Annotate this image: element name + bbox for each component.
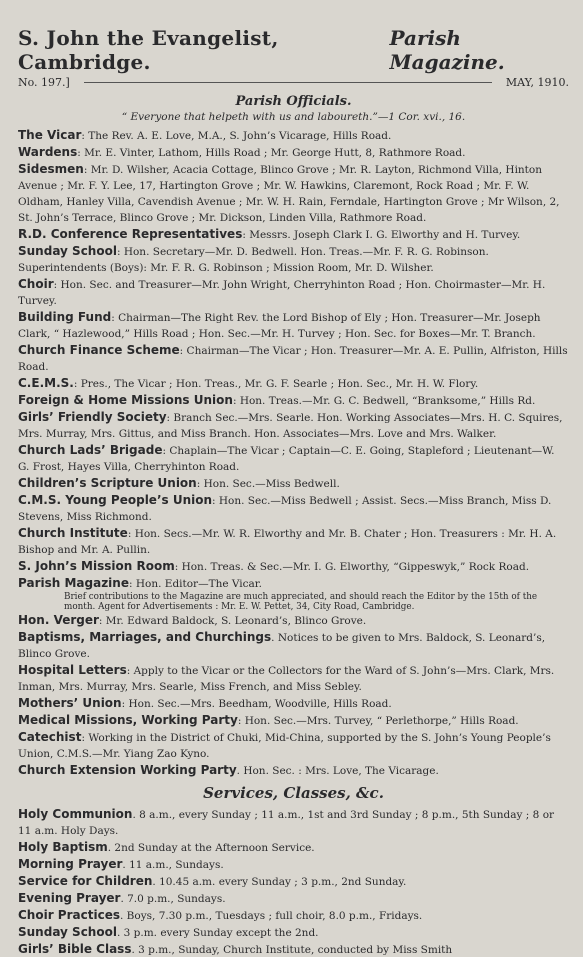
entry-text: : Mr. D. Wilsher, Acacia Cottage, Blinco Grove ; Mr. R. Layton, Richmond Villa, Hinton Avenue ; Mr. F. Y. Lee, 17, Hartington Grove ; Mr. W. Hawkins, Claremont, Rock Road ; Mr. F. W. Oldham, Hanley Villa, Cavendish Avenue ; Mr. W. H. Rain, Ferndale, Hartington Grove ; Mr Wilson, 2, St. John’s Terrace, Blinco Grove ; Mr. Dickson, Linden Villa, Rathmore Road. xyxy=(18,164,560,224)
services-entry xyxy=(18,941,569,957)
magazine-title: Parish Magazine. xyxy=(389,26,505,74)
entry-label: C.E.M.S. xyxy=(18,376,74,390)
entry-text: . 10.45 a.m. every Sunday ; 3 p.m., 2nd Sunday. xyxy=(152,876,407,888)
entry-label: Holy Baptism xyxy=(18,840,108,854)
officials-entry xyxy=(18,442,569,474)
officials-entry xyxy=(18,226,569,242)
officials-entry xyxy=(18,127,569,143)
motto: “ Everyone that helpeth with us and laboureth.”—1 Cor. xvi., 16. xyxy=(121,111,466,123)
entry-label: Hon. Verger xyxy=(18,613,99,627)
parish-title: S. John the Evangelist, Cambridge. xyxy=(18,26,279,74)
officials-list xyxy=(18,127,569,778)
entry-text: : Messrs. Joseph Clark I. G. Elworthy and H. Turvey. xyxy=(242,229,521,241)
officials-heading: Parish Officials. xyxy=(235,94,352,109)
officials-entry xyxy=(18,309,569,341)
entry-text: . 11 a.m., Sundays. xyxy=(122,859,224,871)
entry-text: : Hon. Sec. and Treasurer—Mr. John Wright, Cherryhinton Road ; Hon. Choirmaster—Mr. H. Turvey. xyxy=(18,279,546,307)
entry-label: Mothers’ Union xyxy=(18,696,122,710)
entry-label: Evening Prayer xyxy=(18,891,121,905)
officials-entry xyxy=(18,662,569,694)
entry-text: : Hon. Treas.—Mr. G. C. Bedwell, “Branksome,” Hills Rd. xyxy=(232,395,536,407)
entry-label: Foreign & Home Missions Union xyxy=(18,393,233,407)
entry-text: : Hon. Sec.—Miss Bedwell. xyxy=(196,478,340,490)
entry-label: Church Lads’ Brigade xyxy=(18,443,163,457)
entry-label: C.M.S. Young People’s Union xyxy=(18,493,213,507)
entry-text: . 7.0 p.m., Sundays. xyxy=(120,893,226,905)
services-entry xyxy=(18,924,569,940)
officials-entry xyxy=(18,575,569,591)
entry-text: . 2nd Sunday at the Afternoon Service. xyxy=(107,842,315,854)
officials-entry xyxy=(18,375,569,391)
entry-text: : Pres., The Vicar ; Hon. Treas., Mr. G. F. Searle ; Hon. Sec., Mr. H. W. Flory. xyxy=(73,378,479,390)
entry-label: Building Fund xyxy=(18,310,112,324)
entry-text: : Hon. Sec.—Mrs. Beedham, Woodville, Hills Road. xyxy=(121,698,392,710)
entry-label: Sunday School xyxy=(18,244,117,258)
officials-entry xyxy=(18,729,569,761)
entry-label: The Vicar xyxy=(18,128,82,142)
officials-entry xyxy=(18,612,569,628)
officials-entry xyxy=(18,762,569,778)
entry-label: Church Institute xyxy=(18,526,128,540)
entry-label: Catechist xyxy=(18,730,82,744)
entry-label: Church Extension Working Party xyxy=(18,763,237,777)
services-entry xyxy=(18,839,569,855)
services-entry xyxy=(18,907,569,923)
entry-label: Choir xyxy=(18,277,54,291)
entry-label: Church Finance Scheme xyxy=(18,343,180,357)
entry-label: Medical Missions, Working Party xyxy=(18,713,238,727)
officials-entry xyxy=(18,558,569,574)
entry-label: Hospital Letters xyxy=(18,663,127,677)
entry-label: Wardens xyxy=(18,145,78,159)
entry-text: : Hon. Secs.—Mr. W. R. Elworthy and Mr. B. Chater ; Hon. Treasurers : Mr. H. A. Bishop and Mr. A. Pullin. xyxy=(18,528,557,556)
entry-label: R.D. Conference Representatives xyxy=(18,227,243,241)
services-list xyxy=(18,806,569,957)
entry-label: S. John’s Mission Room xyxy=(18,559,175,573)
entry-text: : Chairman—The Vicar ; Hon. Treasurer—Mr. A. E. Pullin, Alfriston, Hills Road. xyxy=(18,345,568,373)
officials-entry xyxy=(18,475,569,491)
masthead xyxy=(18,0,569,74)
entry-text: : Working in the District of Chuki, Mid-China, supported by the S. John’s Young People’s Union, C.M.S.—Mr. Yiang Zao Kyno. xyxy=(18,732,551,760)
entry-text: . 8 a.m., every Sunday ; 11 a.m., 1st and 3rd Sunday ; 8 p.m., 5th Sunday ; 8 or 11 a.m. Holy Days. xyxy=(18,809,555,837)
officials-entry xyxy=(18,409,569,441)
entry-text: . Notices to be given to Mrs. Baldock, S. Leonard’s, Blinco Grove. xyxy=(18,632,546,660)
entry-text: . 3 p.m., Sunday, Church Institute, conducted by Miss Smith xyxy=(131,944,453,956)
officials-entry xyxy=(18,525,569,557)
officials-entry xyxy=(18,342,569,374)
services-entry xyxy=(18,890,569,906)
entry-label: Girls’ Friendly Society xyxy=(18,410,167,424)
officials-entry xyxy=(18,243,569,275)
issue-line xyxy=(18,76,569,89)
entry-text: : Hon. Treas. & Sec.—Mr. I. G. Elworthy, “Gippeswyk,” Rock Road. xyxy=(174,561,530,573)
entry-label: Choir Practices xyxy=(18,908,120,922)
entry-text: : Hon. Secretary—Mr. D. Bedwell. Hon. Treas.—Mr. F. R. G. Robinson. Superintendents (Boys): Mr. F. R. G. Robinson ; Mission Room, Mr. D. Wilsher. xyxy=(18,246,489,274)
entry-text: : Apply to the Vicar or the Collectors for the Ward of S. John’s—Mrs. Clark, Mrs. Inman, Mrs. Murray, Mrs. Searle, Miss French, and Miss Sebley. xyxy=(18,665,555,693)
services-heading: Services, Classes, &c. xyxy=(203,784,384,802)
entry-text: : The Rev. A. E. Love, M.A., S. John’s Vicarage, Hills Road. xyxy=(81,130,392,142)
officials-entry xyxy=(18,712,569,728)
masthead-rule xyxy=(84,82,492,83)
entry-label: Service for Children xyxy=(18,874,153,888)
entry-text: : Mr. Edward Baldock, S. Leonard’s, Blinco Grove. xyxy=(98,615,367,627)
entry-label: Children’s Scripture Union xyxy=(18,476,197,490)
entry-text: : Hon. Sec.—Miss Bedwell ; Assist. Secs.—Miss Branch, Miss D. Stevens, Miss Richmond. xyxy=(18,495,552,523)
officials-entry xyxy=(18,144,569,160)
entry-text: : Hon. Editor—The Vicar. xyxy=(128,578,262,590)
entry-text: . Boys, 7.30 p.m., Tuesdays ; full choir, 8.0 p.m., Fridays. xyxy=(119,910,423,922)
entry-text: : Chairman—The Right Rev. the Lord Bishop of Ely ; Hon. Treasurer—Mr. Joseph Clark, “ Hazlewood,” Hills Road ; Hon. Sec.—Mr. H. Turvey ; Hon. Sec. for Boxes—Mr. T. Branch. xyxy=(18,312,541,340)
entry-text: . Hon. Sec. : Mrs. Love, The Vicarage. xyxy=(236,765,439,777)
issue-number: No. 197.] xyxy=(18,76,70,89)
entry-label: Girls’ Bible Class xyxy=(18,942,132,956)
services-entry xyxy=(18,806,569,838)
officials-entry xyxy=(18,629,569,661)
issue-date: MAY, 1910. xyxy=(505,76,569,89)
officials-entry xyxy=(18,492,569,524)
entry-text: : Chaplain—The Vicar ; Captain—C. E. Going, Stapleford ; Lieutenant—W. G. Frost, Hayes Villa, Cherryhinton Road. xyxy=(18,445,555,473)
officials-entry xyxy=(18,695,569,711)
services-entry xyxy=(18,856,569,872)
officials-entry xyxy=(18,276,569,308)
officials-entry xyxy=(18,392,569,408)
entry-label: Morning Prayer xyxy=(18,857,123,871)
entry-text: : Branch Sec.—Mrs. Searle. Hon. Working Associates—Mrs. H. C. Squires, Mrs. Murray, Mrs. Gittus, and Miss Branch. Hon. Associates—Mrs. Love and Mrs. Walker. xyxy=(18,412,563,440)
entry-text: : Hon. Sec.—Mrs. Turvey, “ Perlethorpe,” Hills Road. xyxy=(237,715,519,727)
entry-note: Brief contributions to the Magazine are much appreciated, and should reach the Editor by the 15th of the month. Agent for Advertisements : Mr. E. W. Pettet, 34, City Road, Cambridge. xyxy=(64,592,538,612)
entry-label: Parish Magazine xyxy=(18,576,129,590)
entry-text: . 3 p.m. every Sunday except the 2nd. xyxy=(116,927,319,939)
entry-label: Baptisms, Marriages, and Churchings xyxy=(18,630,272,644)
entry-label: Sunday School xyxy=(18,925,117,939)
entry-label: Sidesmen xyxy=(18,162,84,176)
entry-text: : Mr. E. Vinter, Lathom, Hills Road ; Mr. George Hutt, 8, Rathmore Road. xyxy=(77,147,466,159)
entry-label: Holy Communion xyxy=(18,807,133,821)
services-entry xyxy=(18,873,569,889)
officials-entry xyxy=(18,161,569,225)
